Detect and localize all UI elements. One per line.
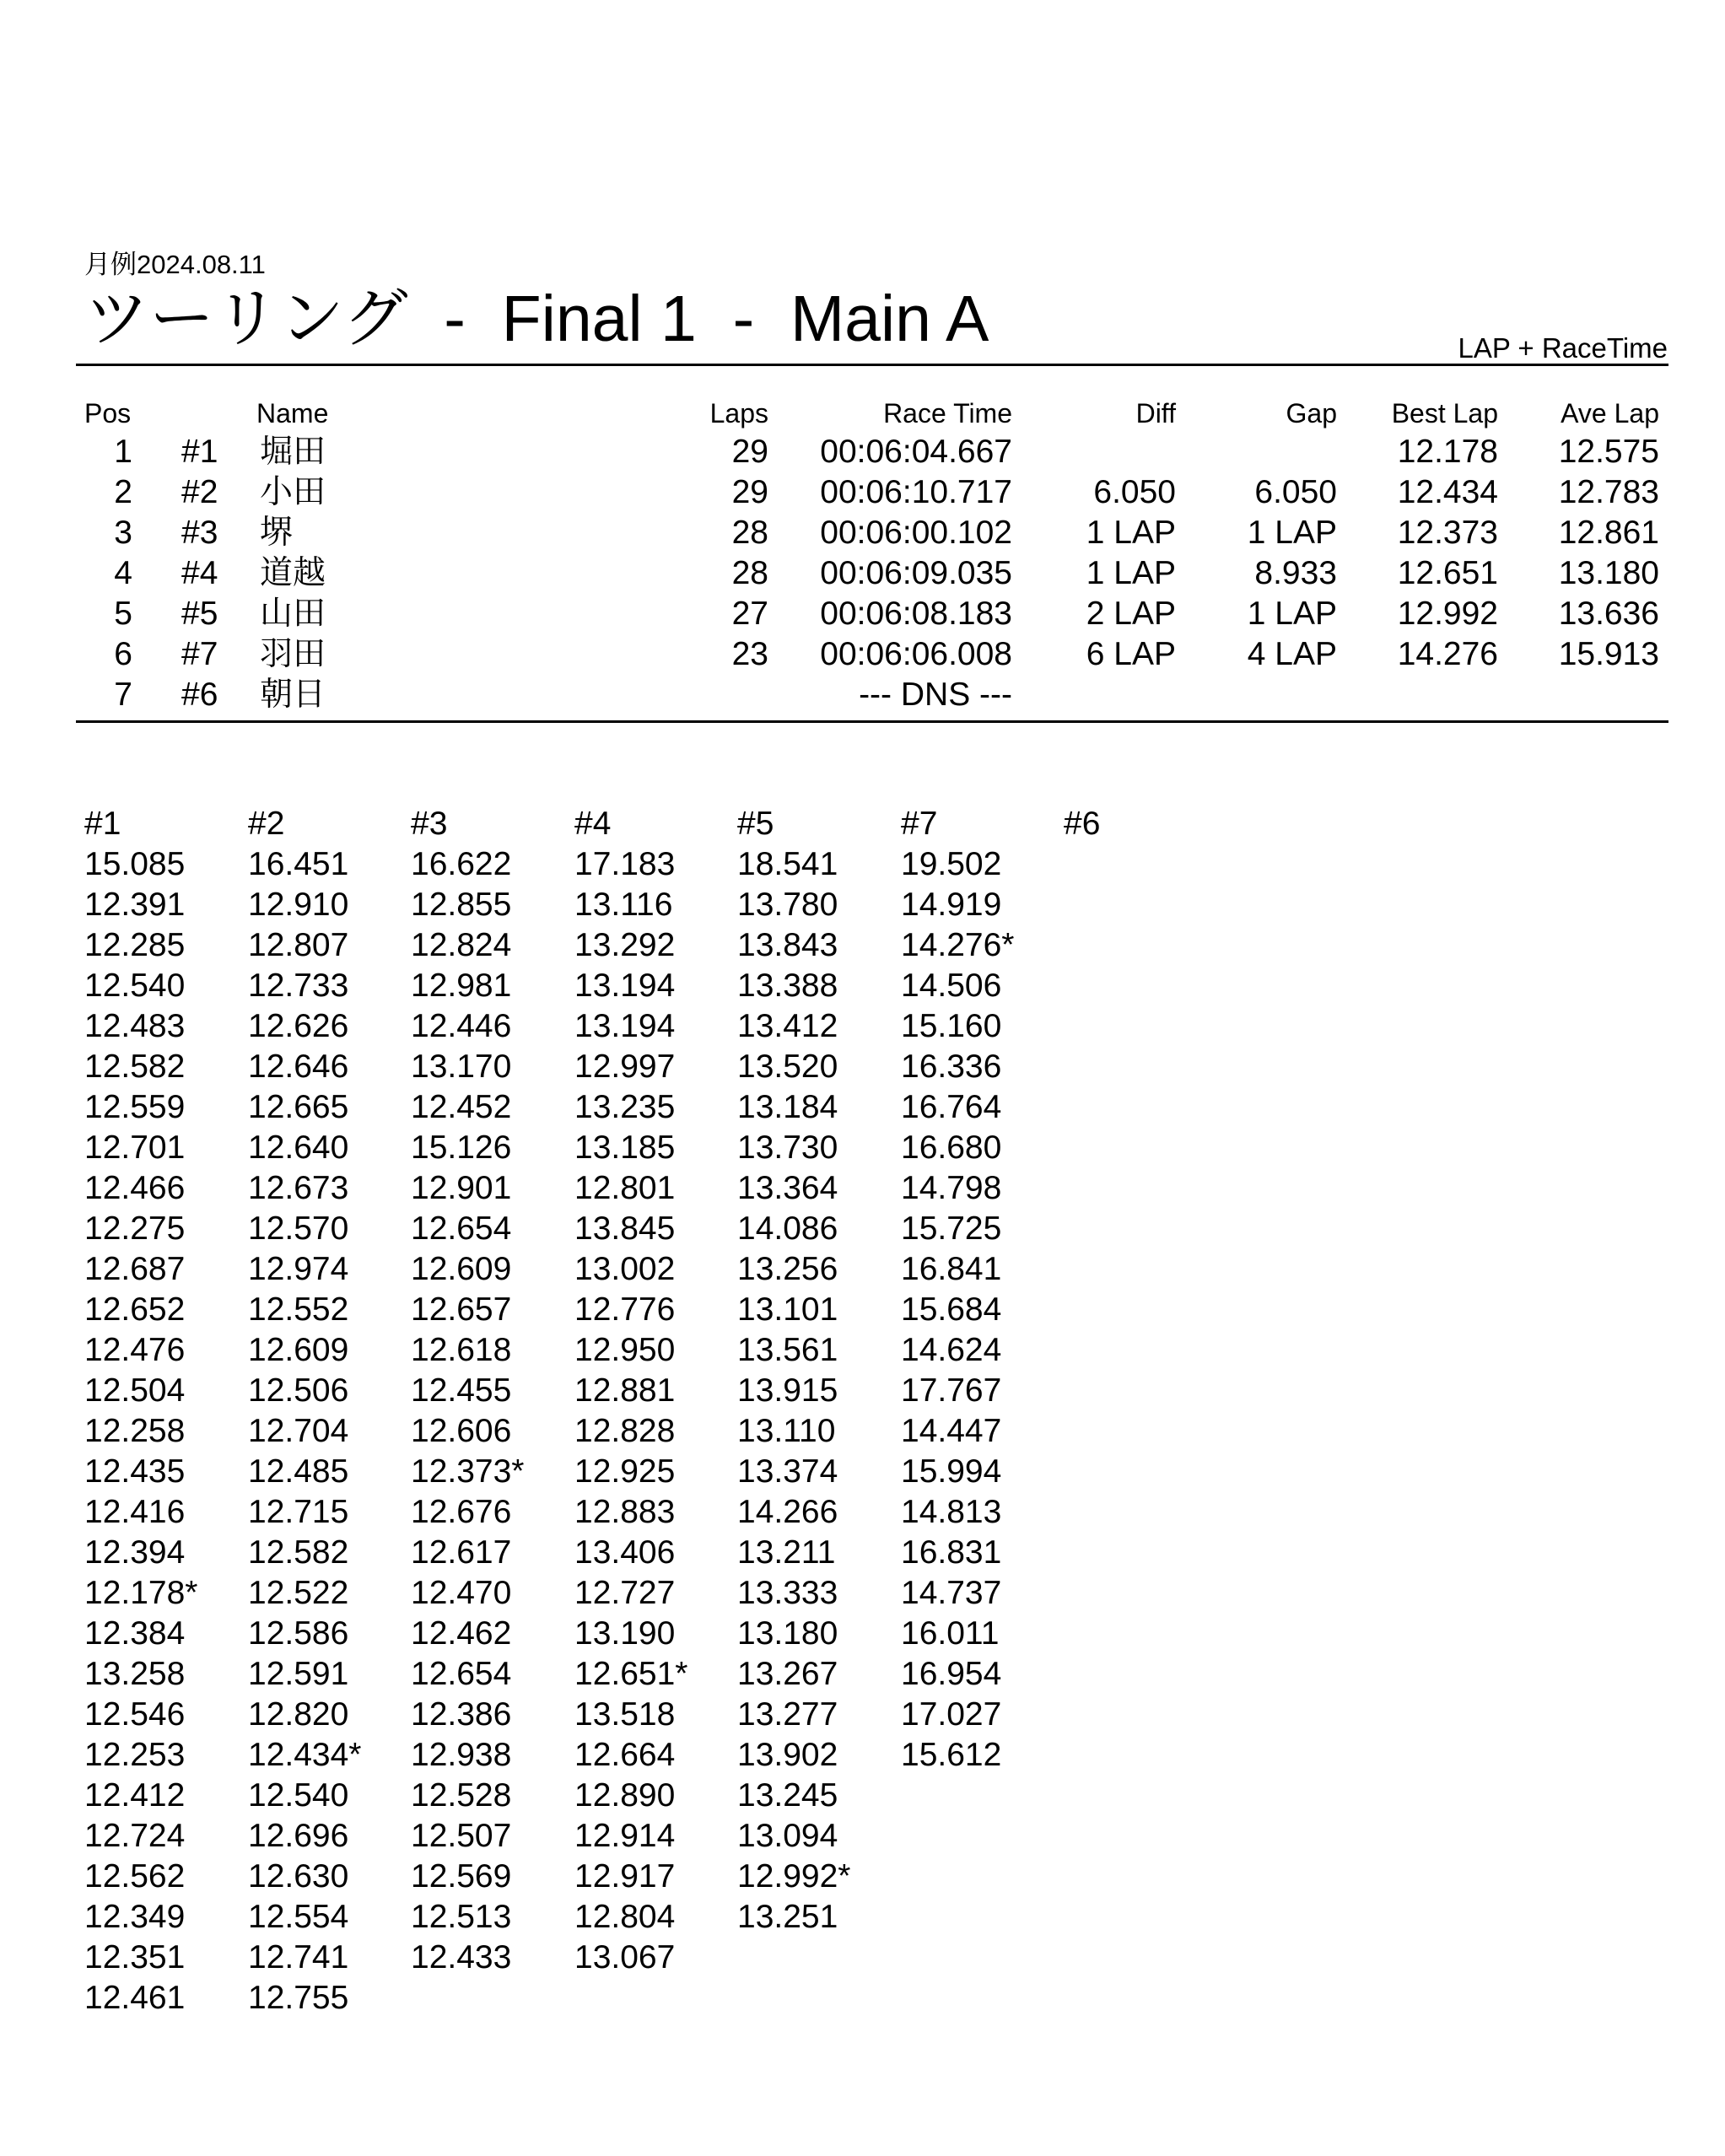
event-date: 月例2024.08.11 bbox=[84, 250, 266, 279]
lap-time: 15.725 bbox=[901, 1210, 1002, 1247]
result-race-time: 00:06:10.717 bbox=[820, 474, 1012, 510]
lap-time: 13.094 bbox=[737, 1818, 838, 1854]
result-driver-name: 朝日 bbox=[260, 676, 326, 713]
lap-time: 12.582 bbox=[248, 1534, 349, 1571]
result-dns: --- DNS --- bbox=[859, 676, 1012, 713]
lap-time: 12.570 bbox=[248, 1210, 349, 1247]
lap-time: 12.727 bbox=[574, 1575, 676, 1611]
result-car-number: #7 bbox=[181, 636, 218, 672]
lap-time: 12.890 bbox=[574, 1777, 676, 1814]
lap-time: 12.741 bbox=[248, 1939, 349, 1975]
lap-time: 13.364 bbox=[737, 1170, 838, 1206]
lap-time: 12.617 bbox=[411, 1534, 512, 1571]
lap-time: 13.185 bbox=[574, 1129, 676, 1166]
result-row bbox=[0, 513, 1725, 553]
result-laps: 28 bbox=[731, 515, 768, 551]
lap-time: 12.630 bbox=[248, 1858, 349, 1895]
lap-time: 12.724 bbox=[84, 1818, 186, 1854]
lap-time: 12.434* bbox=[248, 1737, 362, 1773]
lap-column bbox=[84, 804, 245, 2019]
lap-time: 12.804 bbox=[574, 1899, 676, 1935]
lap-time: 16.831 bbox=[901, 1534, 1002, 1571]
lap-column-header: #7 bbox=[901, 806, 938, 842]
lap-time: 12.938 bbox=[411, 1737, 512, 1773]
result-pos: 7 bbox=[114, 676, 132, 713]
lap-time: 12.461 bbox=[84, 1980, 186, 2016]
lap-time: 12.373* bbox=[411, 1453, 525, 1490]
col-diff-header: Diff bbox=[1135, 398, 1176, 429]
lap-time: 13.235 bbox=[574, 1089, 676, 1125]
result-row bbox=[0, 472, 1725, 513]
result-pos: 6 bbox=[114, 636, 132, 672]
result-ave-lap: 13.636 bbox=[1558, 596, 1659, 632]
lap-time: 12.384 bbox=[84, 1615, 186, 1652]
lap-time: 12.651* bbox=[574, 1656, 688, 1692]
result-driver-name: 羽田 bbox=[260, 636, 326, 672]
lap-time: 16.764 bbox=[901, 1089, 1002, 1125]
lap-time: 14.506 bbox=[901, 968, 1002, 1004]
result-car-number: #1 bbox=[181, 434, 218, 470]
result-pos: 5 bbox=[114, 596, 132, 632]
lap-time: 12.552 bbox=[248, 1291, 349, 1328]
lap-time: 12.258 bbox=[84, 1413, 186, 1449]
lap-time: 12.618 bbox=[411, 1332, 512, 1368]
result-best-lap: 12.373 bbox=[1397, 515, 1498, 551]
lap-time: 13.518 bbox=[574, 1696, 676, 1733]
lap-time: 12.483 bbox=[84, 1008, 186, 1044]
result-ave-lap: 13.180 bbox=[1558, 555, 1659, 591]
result-gap: 6.050 bbox=[1254, 474, 1337, 510]
lap-time: 12.701 bbox=[84, 1129, 186, 1166]
lap-column-header: #4 bbox=[574, 806, 612, 842]
results-header-row bbox=[0, 395, 1725, 432]
lap-time: 13.267 bbox=[737, 1656, 838, 1692]
lap-time: 12.652 bbox=[84, 1291, 186, 1328]
col-best-lap-header: Best Lap bbox=[1391, 398, 1498, 429]
lap-time: 15.612 bbox=[901, 1737, 1002, 1773]
lap-time: 12.178* bbox=[84, 1575, 198, 1611]
lap-time: 13.780 bbox=[737, 887, 838, 923]
result-car-number: #5 bbox=[181, 596, 218, 632]
result-car-number: #2 bbox=[181, 474, 218, 510]
result-row bbox=[0, 675, 1725, 715]
lap-time: 12.507 bbox=[411, 1818, 512, 1854]
lap-time: 12.591 bbox=[248, 1656, 349, 1692]
result-gap: 1 LAP bbox=[1247, 596, 1337, 632]
lap-column bbox=[1064, 804, 1224, 844]
lap-column bbox=[901, 804, 1061, 1776]
result-race-time: 00:06:00.102 bbox=[820, 515, 1012, 551]
lap-time: 14.737 bbox=[901, 1575, 1002, 1611]
lap-time: 12.704 bbox=[248, 1413, 349, 1449]
result-best-lap: 12.651 bbox=[1397, 555, 1498, 591]
lap-time: 16.680 bbox=[901, 1129, 1002, 1166]
lap-time: 16.451 bbox=[248, 846, 349, 882]
lap-time: 12.391 bbox=[84, 887, 186, 923]
lap-time: 12.997 bbox=[574, 1048, 676, 1085]
lap-time: 12.925 bbox=[574, 1453, 676, 1490]
lap-time: 16.336 bbox=[901, 1048, 1002, 1085]
lap-time: 12.446 bbox=[411, 1008, 512, 1044]
lap-time: 13.067 bbox=[574, 1939, 676, 1975]
lap-column bbox=[737, 804, 898, 1938]
lap-time: 18.541 bbox=[737, 846, 838, 882]
header-divider bbox=[76, 364, 1668, 366]
lap-time: 12.416 bbox=[84, 1494, 186, 1530]
lap-time: 12.522 bbox=[248, 1575, 349, 1611]
lap-time: 12.586 bbox=[248, 1615, 349, 1652]
lap-time: 12.992* bbox=[737, 1858, 851, 1895]
lap-time: 12.609 bbox=[248, 1332, 349, 1368]
col-pos-header: Pos bbox=[84, 398, 132, 429]
result-row bbox=[0, 432, 1725, 472]
lap-time: 16.954 bbox=[901, 1656, 1002, 1692]
lap-time: 14.798 bbox=[901, 1170, 1002, 1206]
lap-time: 12.433 bbox=[411, 1939, 512, 1975]
result-best-lap: 12.992 bbox=[1397, 596, 1498, 632]
lap-time: 12.435 bbox=[84, 1453, 186, 1490]
results-table bbox=[0, 395, 1725, 715]
lap-time: 12.554 bbox=[248, 1899, 349, 1935]
result-race-time: 00:06:04.667 bbox=[820, 434, 1012, 470]
result-ave-lap: 12.783 bbox=[1558, 474, 1659, 510]
lap-time: 13.388 bbox=[737, 968, 838, 1004]
lap-time: 16.841 bbox=[901, 1251, 1002, 1287]
result-laps: 29 bbox=[731, 434, 768, 470]
lap-time: 12.606 bbox=[411, 1413, 512, 1449]
result-driver-name: 小田 bbox=[260, 474, 326, 510]
result-laps: 23 bbox=[731, 636, 768, 672]
lap-time: 12.559 bbox=[84, 1089, 186, 1125]
lap-time: 12.654 bbox=[411, 1210, 512, 1247]
results-body bbox=[0, 432, 1725, 715]
lap-time: 13.843 bbox=[737, 927, 838, 963]
lap-time: 12.914 bbox=[574, 1818, 676, 1854]
lap-time: 12.901 bbox=[411, 1170, 512, 1206]
col-gap-header: Gap bbox=[1286, 398, 1337, 429]
result-pos: 1 bbox=[114, 434, 132, 470]
result-car-number: #3 bbox=[181, 515, 218, 551]
lap-time: 12.715 bbox=[248, 1494, 349, 1530]
lap-time: 12.673 bbox=[248, 1170, 349, 1206]
lap-column bbox=[411, 804, 571, 1978]
lap-time: 13.406 bbox=[574, 1534, 676, 1571]
result-diff: 2 LAP bbox=[1086, 596, 1176, 632]
result-race-time: 00:06:06.008 bbox=[820, 636, 1012, 672]
lap-time: 13.258 bbox=[84, 1656, 186, 1692]
result-pos: 4 bbox=[114, 555, 132, 591]
col-race-time-header: Race Time bbox=[883, 398, 1012, 429]
lap-time: 12.528 bbox=[411, 1777, 512, 1814]
lap-time: 12.733 bbox=[248, 968, 349, 1004]
result-diff: 1 LAP bbox=[1086, 515, 1176, 551]
result-gap: 1 LAP bbox=[1247, 515, 1337, 551]
lap-time: 12.540 bbox=[248, 1777, 349, 1814]
result-driver-name: 山田 bbox=[260, 596, 326, 632]
lap-column bbox=[574, 804, 735, 1978]
lap-time: 12.981 bbox=[411, 968, 512, 1004]
lap-time: 12.696 bbox=[248, 1818, 349, 1854]
lap-time: 14.266 bbox=[737, 1494, 838, 1530]
lap-time: 12.455 bbox=[411, 1372, 512, 1409]
lap-time: 16.011 bbox=[901, 1615, 1000, 1652]
lap-time: 12.506 bbox=[248, 1372, 349, 1409]
lap-time: 12.504 bbox=[84, 1372, 186, 1409]
lap-column bbox=[248, 804, 408, 2019]
lap-time: 13.184 bbox=[737, 1089, 838, 1125]
result-ave-lap: 15.913 bbox=[1558, 636, 1659, 672]
lap-time: 12.855 bbox=[411, 887, 512, 923]
result-race-time: 00:06:09.035 bbox=[820, 555, 1012, 591]
lap-time: 15.994 bbox=[901, 1453, 1002, 1490]
result-best-lap: 12.178 bbox=[1397, 434, 1498, 470]
lap-time: 12.820 bbox=[248, 1696, 349, 1733]
lap-time: 12.285 bbox=[84, 927, 186, 963]
lap-time: 12.386 bbox=[411, 1696, 512, 1733]
result-diff: 6.050 bbox=[1093, 474, 1176, 510]
result-row bbox=[0, 553, 1725, 594]
result-best-lap: 12.434 bbox=[1397, 474, 1498, 510]
lap-time: 13.194 bbox=[574, 1008, 676, 1044]
lap-column-header: #6 bbox=[1064, 806, 1101, 842]
lap-time: 15.126 bbox=[411, 1129, 512, 1166]
result-driver-name: 道越 bbox=[260, 555, 326, 591]
lap-time: 12.462 bbox=[411, 1615, 512, 1652]
result-driver-name: 堀田 bbox=[260, 434, 326, 470]
lap-time: 12.582 bbox=[84, 1048, 186, 1085]
result-car-number: #4 bbox=[181, 555, 218, 591]
result-diff: 1 LAP bbox=[1086, 555, 1176, 591]
result-car-number: #6 bbox=[181, 676, 218, 713]
col-ave-lap-header: Ave Lap bbox=[1561, 398, 1659, 429]
lap-time: 12.513 bbox=[411, 1899, 512, 1935]
lap-time: 13.116 bbox=[574, 887, 673, 923]
lap-time: 12.470 bbox=[411, 1575, 512, 1611]
lap-time: 12.828 bbox=[574, 1413, 676, 1449]
lap-column-header: #2 bbox=[248, 806, 285, 842]
lap-time: 12.349 bbox=[84, 1899, 186, 1935]
lap-time: 12.275 bbox=[84, 1210, 186, 1247]
lap-time: 12.654 bbox=[411, 1656, 512, 1692]
result-ave-lap: 12.575 bbox=[1558, 434, 1659, 470]
lap-time: 13.520 bbox=[737, 1048, 838, 1085]
lap-time: 13.002 bbox=[574, 1251, 676, 1287]
result-best-lap: 14.276 bbox=[1397, 636, 1498, 672]
lap-time: 12.452 bbox=[411, 1089, 512, 1125]
lap-time: 14.276* bbox=[901, 927, 1015, 963]
lap-time: 13.374 bbox=[737, 1453, 838, 1490]
lap-time: 13.730 bbox=[737, 1129, 838, 1166]
result-driver-name: 堺 bbox=[260, 515, 294, 551]
lap-time: 14.086 bbox=[737, 1210, 838, 1247]
lap-time: 12.974 bbox=[248, 1251, 349, 1287]
lap-time: 13.561 bbox=[737, 1332, 838, 1368]
result-laps: 27 bbox=[731, 596, 768, 632]
lap-time: 13.211 bbox=[737, 1534, 836, 1571]
lap-time: 13.292 bbox=[574, 927, 676, 963]
lap-time: 16.622 bbox=[411, 846, 512, 882]
lap-time: 13.170 bbox=[411, 1048, 512, 1085]
lap-time: 13.110 bbox=[737, 1413, 836, 1449]
lap-time: 12.626 bbox=[248, 1008, 349, 1044]
result-pos: 2 bbox=[114, 474, 132, 510]
lap-time: 19.502 bbox=[901, 846, 1002, 882]
lap-time: 12.881 bbox=[574, 1372, 676, 1409]
lap-time: 17.183 bbox=[574, 846, 676, 882]
lap-time: 12.657 bbox=[411, 1291, 512, 1328]
lap-time: 12.665 bbox=[248, 1089, 349, 1125]
lap-time: 12.546 bbox=[84, 1696, 186, 1733]
lap-time: 12.824 bbox=[411, 927, 512, 963]
lap-time: 15.160 bbox=[901, 1008, 1002, 1044]
col-name-header: Name bbox=[256, 398, 329, 429]
lap-time: 12.776 bbox=[574, 1291, 676, 1328]
lap-time: 12.562 bbox=[84, 1858, 186, 1895]
lap-time: 12.687 bbox=[84, 1251, 186, 1287]
lap-time: 15.684 bbox=[901, 1291, 1002, 1328]
lap-time: 12.664 bbox=[574, 1737, 676, 1773]
lap-time: 12.883 bbox=[574, 1494, 676, 1530]
lap-time: 14.447 bbox=[901, 1413, 1002, 1449]
lap-time: 14.813 bbox=[901, 1494, 1002, 1530]
lap-time: 12.412 bbox=[84, 1777, 186, 1814]
lap-time: 12.569 bbox=[411, 1858, 512, 1895]
lap-time: 13.412 bbox=[737, 1008, 838, 1044]
lap-time: 14.919 bbox=[901, 887, 1002, 923]
result-row bbox=[0, 634, 1725, 675]
lap-time: 13.194 bbox=[574, 968, 676, 1004]
lap-time: 13.190 bbox=[574, 1615, 676, 1652]
lap-time: 12.755 bbox=[248, 1980, 349, 2016]
lap-time: 12.676 bbox=[411, 1494, 512, 1530]
lap-time: 12.807 bbox=[248, 927, 349, 963]
result-race-time: 00:06:08.183 bbox=[820, 596, 1012, 632]
lap-time: 12.540 bbox=[84, 968, 186, 1004]
lap-time: 12.640 bbox=[248, 1129, 349, 1166]
result-gap: 4 LAP bbox=[1247, 636, 1337, 672]
lap-column-header: #1 bbox=[84, 806, 121, 842]
lap-time: 17.027 bbox=[901, 1696, 1002, 1733]
result-gap: 8.933 bbox=[1254, 555, 1337, 591]
lap-time: 12.950 bbox=[574, 1332, 676, 1368]
lap-time: 17.767 bbox=[901, 1372, 1002, 1409]
lap-time: 13.180 bbox=[737, 1615, 838, 1652]
result-laps: 29 bbox=[731, 474, 768, 510]
lap-time: 12.917 bbox=[574, 1858, 676, 1895]
result-laps: 28 bbox=[731, 555, 768, 591]
lap-time: 12.476 bbox=[84, 1332, 186, 1368]
lap-column-header: #5 bbox=[737, 806, 774, 842]
lap-time: 13.245 bbox=[737, 1777, 838, 1814]
race-title: ツーリング - Final 1 - Main A bbox=[84, 283, 989, 355]
lap-time: 12.253 bbox=[84, 1737, 186, 1773]
lap-time: 13.277 bbox=[737, 1696, 838, 1733]
lap-time: 12.394 bbox=[84, 1534, 186, 1571]
lap-column-header: #3 bbox=[411, 806, 448, 842]
result-pos: 3 bbox=[114, 515, 132, 551]
result-row bbox=[0, 594, 1725, 634]
lap-time: 12.351 bbox=[84, 1939, 186, 1975]
lap-time: 12.801 bbox=[574, 1170, 676, 1206]
lap-time: 13.915 bbox=[737, 1372, 838, 1409]
results-divider bbox=[76, 720, 1668, 723]
result-diff: 6 LAP bbox=[1086, 636, 1176, 672]
col-laps-header: Laps bbox=[709, 398, 768, 429]
lap-time: 12.485 bbox=[248, 1453, 349, 1490]
lap-time: 13.256 bbox=[737, 1251, 838, 1287]
lap-time: 13.902 bbox=[737, 1737, 838, 1773]
lap-time: 14.624 bbox=[901, 1332, 1002, 1368]
lap-time: 13.333 bbox=[737, 1575, 838, 1611]
lap-time: 12.646 bbox=[248, 1048, 349, 1085]
lap-time: 13.845 bbox=[574, 1210, 676, 1247]
lap-time: 13.101 bbox=[737, 1291, 838, 1328]
result-ave-lap: 12.861 bbox=[1558, 515, 1659, 551]
lap-time: 12.466 bbox=[84, 1170, 186, 1206]
timing-mode: LAP + RaceTime bbox=[1458, 332, 1668, 364]
lap-time: 15.085 bbox=[84, 846, 186, 882]
lap-time: 12.910 bbox=[248, 887, 349, 923]
lap-time: 13.251 bbox=[737, 1899, 838, 1935]
lap-time: 12.609 bbox=[411, 1251, 512, 1287]
